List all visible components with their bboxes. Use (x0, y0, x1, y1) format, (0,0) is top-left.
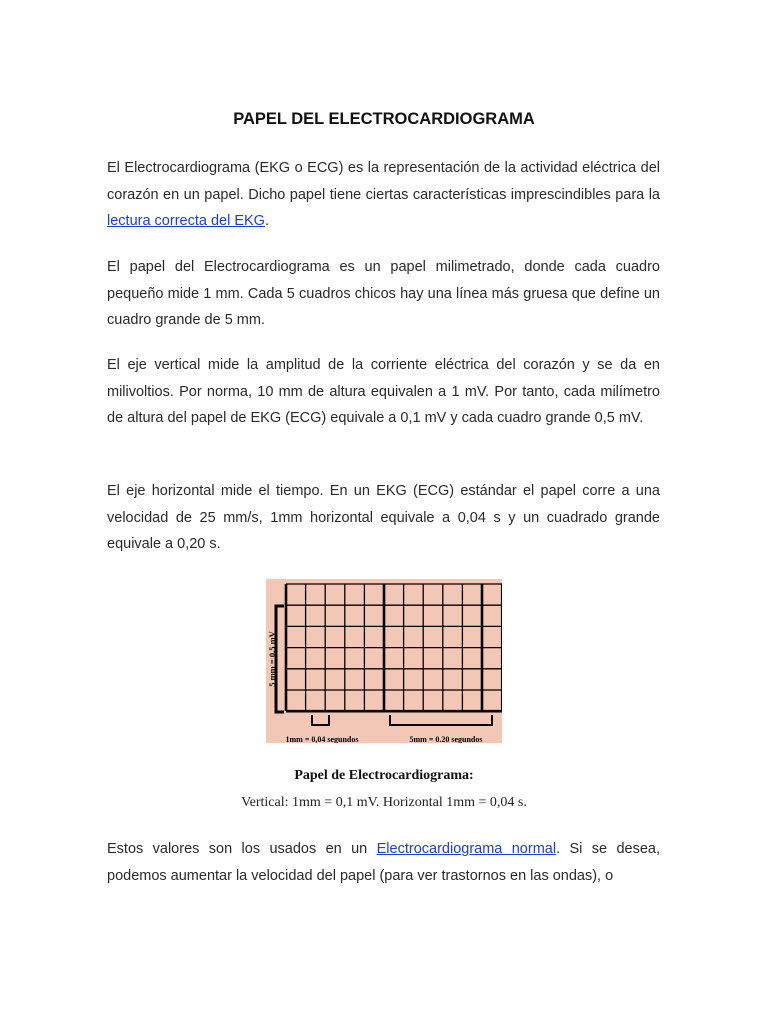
intro-text-end: . (264, 213, 269, 229)
intro-text: El Electrocardiograma (EKG o ECG) es la representación de la actividad eléctrica del corazón en un papel. Dicho papel tiene ciertas características imprescindibles para la (107, 160, 660, 203)
paragraph-intro (107, 155, 660, 235)
link-ekg-normal[interactable]: Electrocardiograma normal (376, 841, 557, 857)
figure-caption-title: Papel de Electrocardiograma: (294, 768, 474, 783)
big-square-label: 5mm = 0.20 segundos (409, 735, 483, 743)
vertical-scale-label: 5 mm = 0,5 mV (267, 631, 277, 687)
ekg-paper-figure (266, 579, 502, 743)
paragraph-eje-horizontal: El eje horizontal mide el tiempo. En un EKG (ECG) estándar el papel corre a una velocidad de 25 mm/s, 1mm horizontal equivale a 0,04 s y un cuadrado grande equivale a 0,20 s. (107, 483, 660, 552)
figure-caption-subtitle: Vertical: 1mm = 0,1 mV. Horizontal 1mm = 0,04 s. (241, 795, 527, 810)
valores-text-end: . Si se desea, podemos aumentar la velocidad del papel (para ver trastornos en las ondas), o (107, 841, 661, 884)
valores-text: Estos valores son los usados en un (107, 841, 377, 857)
paragraph-papel: El papel del Electrocardiograma es un papel milimetrado, donde cada cuadro pequeño mide 1 mm. Cada 5 cuadros chicos hay una línea más gruesa que define un cuadro grande de 5 mm. (107, 259, 660, 328)
paragraph-eje-vertical: El eje vertical mide la amplitud de la corriente eléctrica del corazón y se da en milivoltios. Por norma, 10 mm de altura equivalen a 1 mV. Por tanto, cada milímetro de altura del papel de EKG (ECG) equivale a 0,1 mV y cada cuadro grande 0,5 mV. (107, 357, 660, 426)
small-square-label: 1mm = 0,04 segundos (285, 735, 359, 743)
paragraph-valores (107, 836, 660, 889)
page-title: PAPEL DEL ELECTROCARDIOGRAMA (233, 110, 535, 128)
ekg-grid-diagram (266, 579, 502, 743)
link-lectura-ekg[interactable]: lectura correcta del EKG (107, 213, 265, 229)
